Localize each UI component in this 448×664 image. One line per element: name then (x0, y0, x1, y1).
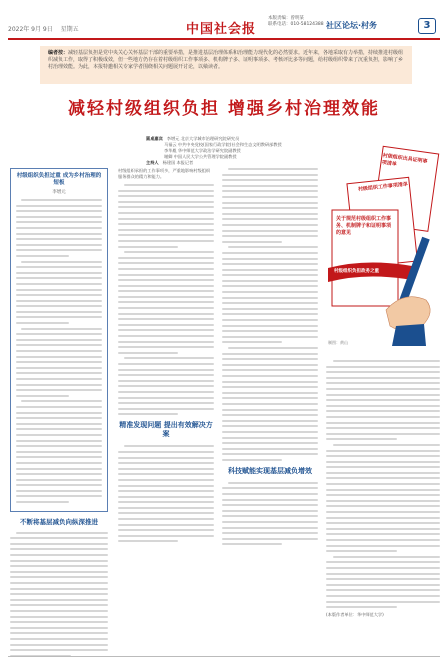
main-headline: 减轻村级组织负担 增强乡村治理效能 (68, 99, 380, 119)
illustration-paper-3: 村级组织出具证明事项清单 (381, 152, 428, 168)
illustration-caption: 制图：黄山 (328, 340, 348, 345)
article-body (16, 199, 102, 503)
issue-weekday: 星期五 (60, 26, 79, 33)
guest-row: 马福云 中共中央党校(国家行政学院)社会和生态文明教研部教授 (164, 142, 282, 147)
illustration-banner-text: 村级组织负担政务之重 (334, 269, 379, 274)
editor-info-line1: 本版责编：曾明某 (268, 16, 304, 21)
article-body (118, 445, 214, 542)
article-body (222, 168, 318, 461)
illustration-paper-2: 村级组织工作事项清单 (357, 181, 409, 193)
guest-row: 圆桌嘉宾 李增元 北京大学城市治理研究院研究员 (146, 136, 240, 141)
editor-note-box (40, 46, 412, 84)
editorial-illustration (326, 140, 440, 350)
illustration-paper-1: 关于规范村级组织工作事务、机制牌子和证明事项的意见 (336, 216, 392, 236)
date-line (8, 24, 85, 33)
section-subhead: 科技赋能实现基层减负增效 (228, 466, 312, 475)
editor-note-label: 编者按： (48, 50, 69, 56)
article-footnote: (本版作者单位：华中师范大学) (326, 611, 384, 617)
article-column-4 (326, 360, 440, 618)
section-subhead: 精准发现问题 提出有效解决方案 (119, 421, 213, 439)
guest-row: 谢卿 中国人民大学公共管理学院副教授 (164, 154, 237, 159)
section-title: 社区论坛·村务 (326, 21, 378, 30)
article-box (10, 168, 108, 512)
article-column-2 (118, 168, 214, 546)
editor-note-text (48, 50, 404, 71)
page-number: 3 (418, 18, 436, 34)
header-rule (8, 38, 440, 40)
article-lead-text: 村级组织承担的工作事项多，严重地影响村级组织服务群众的精力和能力。 (118, 168, 211, 179)
page-header (0, 0, 448, 40)
article-body (222, 482, 318, 546)
article-body (326, 360, 440, 608)
article-body (118, 184, 214, 415)
article-column-1 (10, 168, 108, 660)
roundtable-guests (146, 136, 306, 166)
article-column-3 (222, 168, 318, 549)
issue-date: 2022年 9月 9日 (8, 26, 53, 33)
newspaper-masthead: 中国社会报 (186, 22, 257, 37)
footer-rule (8, 656, 440, 657)
article-title: 村级组织负担过重 成为乡村治理的短板 (16, 173, 102, 186)
editor-note-body: 减轻基层负担是党中央关心关怀基层干部的重要举措，是推进基层治理体系和治理能力现代化的必然要求。近年来，各地采取有力举措，持续推进村级组织减负工作，取得了积极成效，但一些地方仍存在着村级组织工作事项多、机构牌子多、证明事项多、考核评比多等问题，给村级组织带来了沉重负担，影响了乡村治理效能。为此，本报特邀相关专家学者围绕相关问题展开讨论，以飨读者。 (48, 50, 404, 70)
article-author: 李增元 (52, 190, 66, 195)
section-subhead: 不断将基层减负向纵深推进 (20, 517, 98, 526)
editor-info-line2: 联系电话：010-58124388 (268, 22, 324, 27)
editor-info (268, 16, 324, 28)
guest-row: 李华胤 华中师范大学政治学研究院副教授 (164, 148, 241, 153)
host-row: 主持人 杨建国 本报记者 (146, 160, 194, 165)
article-body (10, 532, 108, 657)
